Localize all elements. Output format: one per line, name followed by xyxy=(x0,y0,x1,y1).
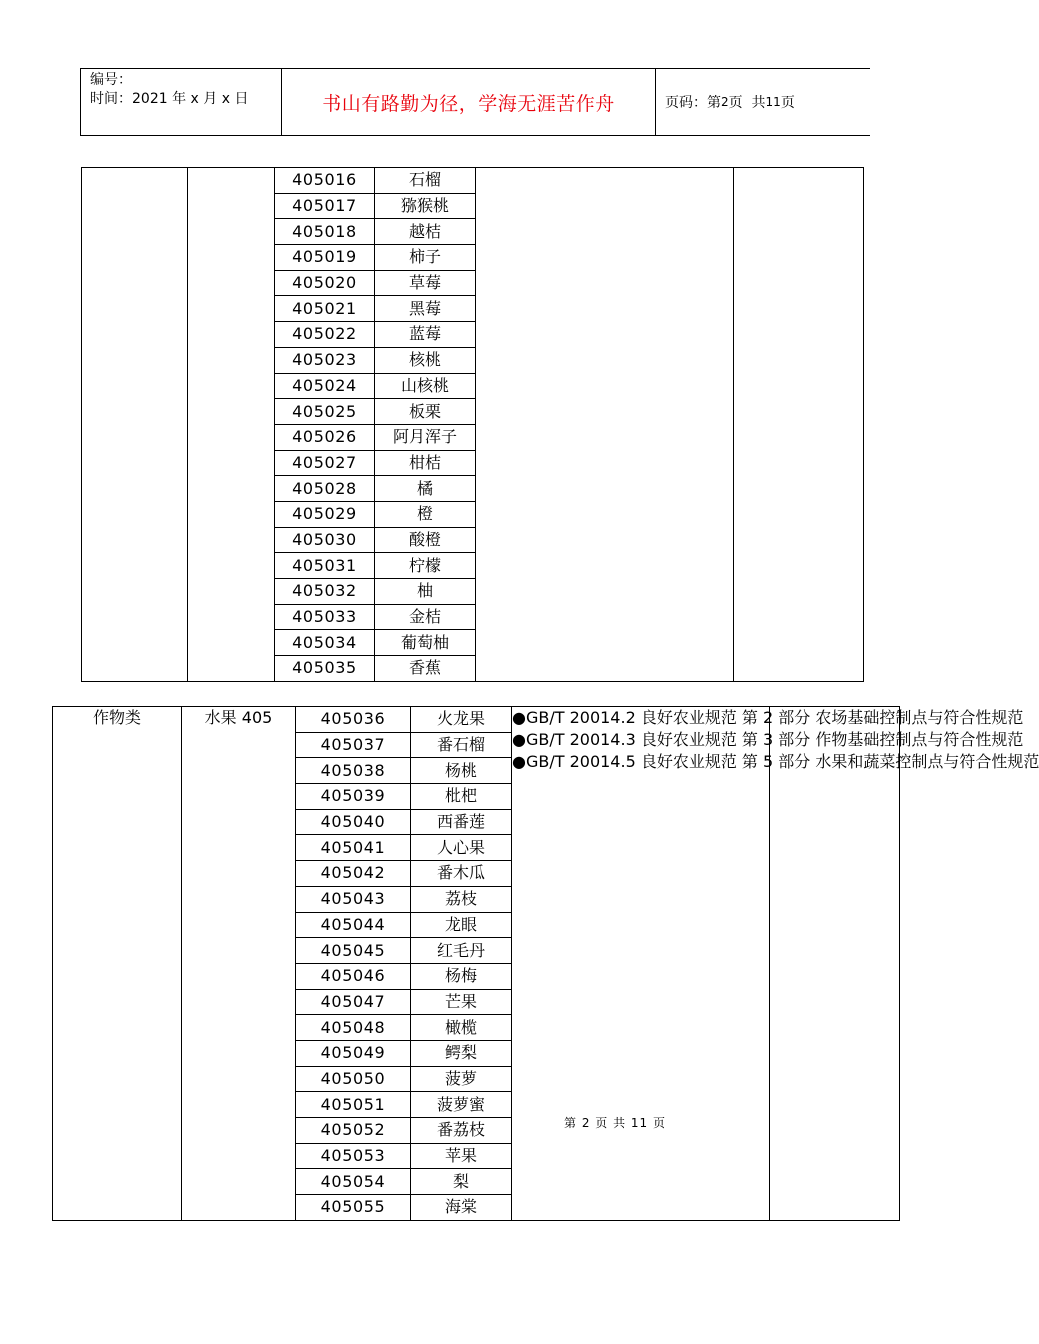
name-cell: 番石榴 xyxy=(411,732,512,758)
code-cell: 405055 xyxy=(296,1195,411,1221)
fruit-code-table xyxy=(52,706,1039,1221)
header-meta xyxy=(81,69,282,135)
code-cell: 405027 xyxy=(275,450,375,476)
name-cell: 荔枝 xyxy=(411,886,512,912)
code-cell: 405045 xyxy=(296,938,411,964)
header-page-info xyxy=(656,69,871,135)
name-cell: 山核桃 xyxy=(375,373,476,399)
name-cell: 梨 xyxy=(411,1169,512,1195)
code-cell: 405051 xyxy=(296,1092,411,1118)
name-cell: 橘 xyxy=(375,476,476,502)
name-cell: 橄榄 xyxy=(411,1015,512,1041)
code-cell: 405049 xyxy=(296,1040,411,1066)
standard-reference: ●GB/T 20014.2 良好农业规范 第 2 部分 农场基础控制点与符合性规范 xyxy=(512,708,1024,727)
name-cell: 火龙果 xyxy=(411,707,512,733)
page-prefix: 页码：第 xyxy=(665,95,721,111)
code-cell: 405028 xyxy=(275,476,375,502)
name-cell: 杨梅 xyxy=(411,963,512,989)
code-cell: 405019 xyxy=(275,245,375,271)
name-cell: 橙 xyxy=(375,501,476,527)
name-cell: 芒果 xyxy=(411,989,512,1015)
code-cell: 405029 xyxy=(275,501,375,527)
name-cell: 杨桃 xyxy=(411,758,512,784)
code-cell: 405048 xyxy=(296,1015,411,1041)
name-cell: 核桃 xyxy=(375,347,476,373)
name-cell: 柑桔 xyxy=(375,450,476,476)
page-current: 2 xyxy=(721,95,729,109)
code-cell: 405033 xyxy=(275,604,375,630)
code-cell: 405043 xyxy=(296,886,411,912)
name-cell: 人心果 xyxy=(411,835,512,861)
code-cell: 405020 xyxy=(275,270,375,296)
category-cell xyxy=(82,168,188,682)
code-cell: 405022 xyxy=(275,322,375,348)
code-cell: 405023 xyxy=(275,347,375,373)
name-cell: 黑莓 xyxy=(375,296,476,322)
code-cell: 405021 xyxy=(275,296,375,322)
code-cell: 405054 xyxy=(296,1169,411,1195)
name-cell: 西番莲 xyxy=(411,809,512,835)
code-cell: 405018 xyxy=(275,219,375,245)
name-cell: 鳄梨 xyxy=(411,1040,512,1066)
standard-reference: ●GB/T 20014.3 良好农业规范 第 3 部分 作物基础控制点与符合性规范 xyxy=(512,730,1024,749)
name-cell: 草莓 xyxy=(375,270,476,296)
document-time-label: 时间：2021 年 x 月 x 日 xyxy=(90,91,249,107)
fruit-code-table-continued xyxy=(81,167,864,682)
code-cell: 405050 xyxy=(296,1066,411,1092)
code-cell: 405040 xyxy=(296,809,411,835)
name-cell: 越桔 xyxy=(375,219,476,245)
code-cell: 405016 xyxy=(275,168,375,194)
code-cell: 405038 xyxy=(296,758,411,784)
code-cell: 405031 xyxy=(275,553,375,579)
name-cell: 香蕉 xyxy=(375,656,476,682)
table-row xyxy=(53,707,900,733)
document-number-label: 编号： xyxy=(90,72,132,88)
table-row xyxy=(82,168,864,194)
name-cell: 番木瓜 xyxy=(411,861,512,887)
document-header xyxy=(80,68,870,136)
name-cell: 蓝莓 xyxy=(375,322,476,348)
name-cell: 柚 xyxy=(375,579,476,605)
subcategory-cell: 水果 405 xyxy=(182,707,296,1221)
remarks-cell xyxy=(770,707,900,1221)
name-cell: 酸橙 xyxy=(375,527,476,553)
code-cell: 405025 xyxy=(275,399,375,425)
name-cell: 葡萄柚 xyxy=(375,630,476,656)
name-cell: 菠萝蜜 xyxy=(411,1092,512,1118)
name-cell: 石榴 xyxy=(375,168,476,194)
name-cell: 板栗 xyxy=(375,399,476,425)
subcategory-cell xyxy=(188,168,275,682)
code-cell: 405052 xyxy=(296,1118,411,1144)
code-cell: 405041 xyxy=(296,835,411,861)
header-motto: 书山有路勤为径，学海无涯苦作舟 xyxy=(282,69,656,135)
code-cell: 405034 xyxy=(275,630,375,656)
code-cell: 405039 xyxy=(296,784,411,810)
page-footer: 第 2 页 共 11 页 xyxy=(564,1116,666,1130)
page-mid: 页 共 xyxy=(728,95,766,111)
category-cell: 作物类 xyxy=(53,707,182,1221)
page-suffix: 页 xyxy=(780,95,795,111)
code-cell: 405044 xyxy=(296,912,411,938)
name-cell: 猕猴桃 xyxy=(375,193,476,219)
name-cell: 红毛丹 xyxy=(411,938,512,964)
standards-cell xyxy=(512,707,1039,1221)
code-cell: 405032 xyxy=(275,579,375,605)
code-cell: 405053 xyxy=(296,1143,411,1169)
name-cell: 阿月浑子 xyxy=(375,424,476,450)
code-cell: 405030 xyxy=(275,527,375,553)
name-cell: 柠檬 xyxy=(375,553,476,579)
name-cell: 苹果 xyxy=(411,1143,512,1169)
name-cell: 番荔枝 xyxy=(411,1118,512,1144)
code-cell: 405042 xyxy=(296,861,411,887)
name-cell: 龙眼 xyxy=(411,912,512,938)
standards-cell xyxy=(476,168,734,682)
name-cell: 菠萝 xyxy=(411,1066,512,1092)
page-total: 11 xyxy=(765,95,781,109)
code-cell: 405024 xyxy=(275,373,375,399)
remarks-cell xyxy=(734,168,864,682)
code-cell: 405035 xyxy=(275,656,375,682)
name-cell: 柿子 xyxy=(375,245,476,271)
code-cell: 405026 xyxy=(275,424,375,450)
standard-reference: ●GB/T 20014.5 良好农业规范 第 5 部分 水果和蔬菜控制点与符合性规范 xyxy=(512,752,1039,771)
code-cell: 405017 xyxy=(275,193,375,219)
code-cell: 405037 xyxy=(296,732,411,758)
name-cell: 海棠 xyxy=(411,1195,512,1221)
name-cell: 金桔 xyxy=(375,604,476,630)
name-cell: 枇杷 xyxy=(411,784,512,810)
code-cell: 405046 xyxy=(296,963,411,989)
code-cell: 405047 xyxy=(296,989,411,1015)
code-cell: 405036 xyxy=(296,707,411,733)
